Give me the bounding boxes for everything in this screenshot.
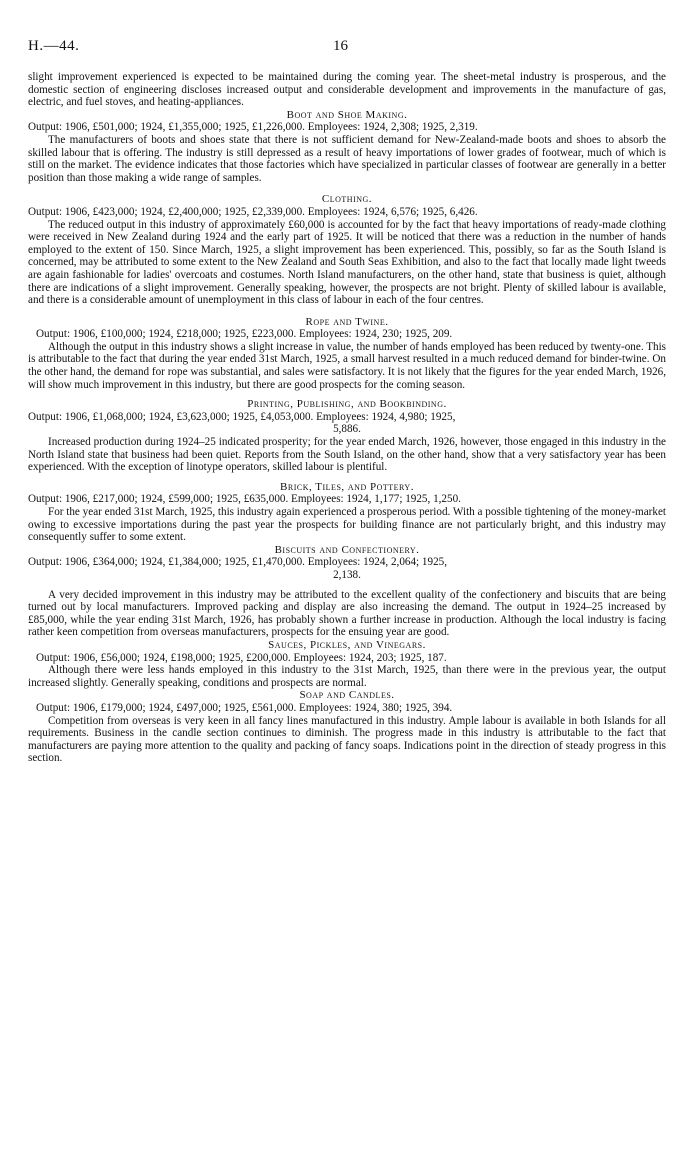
section-heading-boot-shoe: Boot and Shoe Making. [286,108,408,121]
report-reference: H.—44. [28,38,80,54]
section-body-soap: Competition from overseas is very keen in all fancy lines manufactured in this industry. Ample labour is available in both Islands for all requirements. Business in the candle section continues to diminish. The progress made in this industry is attributable to the fact that manufacturers are paying more attention to the quality and packing of fancy soaps. Indications point in the direction of steady progress in this section. [28,714,666,765]
section-heading-printing: Printing, Publishing, and Bookbinding. [247,398,447,411]
section-body-sauces: Although there were less hands employed in this industry to the 31st March, 1925, than there were in the previous year, the output increased slightly. Generally speaking, conditions and prospects are normal. [28,664,666,689]
output-line-biscuits-continued: 2,138. [333,568,361,581]
output-line-boot-shoe: Output: 1906, £501,000; 1924, £1,355,000; 1925, £1,226,000. Employees: 1924, 2,308; 1925, 2,319. [28,121,478,134]
section-body-printing: Increased production during 1924–25 indicated prosperity; for the year ended March, 1926, however, those engaged in this industry in the North Island state that business had been quiet. Reports from the South Island, on the other hand, show that a very satisfactory year has been experienced. With the exception of linotype operators, skilled labour is plentiful. [28,436,666,474]
output-line-clothing: Output: 1906, £423,000; 1924, £2,400,000; 1925, £2,339,000. Employees: 1924, 6,576; 1925, 6,426. [28,205,478,218]
output-line-soap: Output: 1906, £179,000; 1924, £497,000; 1925, £561,000. Employees: 1924, 380; 1925, 394. [36,701,453,714]
output-line-rope-twine: Output: 1906, £100,000; 1924, £218,000; 1925, £223,000. Employees: 1924, 230; 1925, 209. [36,328,453,341]
section-heading-sauces: Sauces, Pickles, and Vinegars. [268,638,426,651]
output-line-printing: Output: 1906, £1,068,000; 1924, £3,623,000; 1925, £4,053,000. Employees: 1924, 4,980; 1925, [28,410,456,423]
page-number: 16 [333,38,348,54]
output-line-printing-continued: 5,886. [333,423,361,436]
page-header [28,38,666,58]
section-body-boot-shoe: The manufacturers of boots and shoes state that there is not sufficient demand for New-Zealand-made boots and shoes to absorb the skilled labour that is offering. The industry is still depressed as a result of heavy importations of lower grades of footwear, much of which is still on the market. The evidence indicates that those factories which have specialized in particular classes of footwear are generally in a better position than those making a wide range of samples. [28,133,666,184]
section-heading-rope-twine: Rope and Twine. [305,315,389,328]
section-heading-brick-tiles: Brick, Tiles, and Pottery. [280,480,414,493]
section-body-brick-tiles: For the year ended 31st March, 1925, this industry again experienced a prosperous period. With a possible tightening of the money-market owing to excessive importations during the past year the prospects for building finance are not particularly bright, and this industry may consequently suffer to some extent. [28,506,666,544]
section-heading-biscuits: Biscuits and Confectionery. [274,543,420,556]
output-line-sauces: Output: 1906, £56,000; 1924, £198,000; 1925, £200,000. Employees: 1924, 203; 1925, 187. [36,651,447,664]
section-body-clothing: The reduced output in this industry of approximately £60,000 is accounted for by the fact that heavy importations of ready-made clothing were received in New Zealand during 1924 and the early part of 1925. It will be noticed that there was a reduction in the number of hands employed to the extent of 150. Since March, 1925, a slight improvement has been experienced. This, possibly, so far as the South Island is concerned, may be attributed to some extent to the New Zealand and South Seas Exhibition, and also to the fact that locally made light tweeds are again fashionable for ladies' overcoats and costumes. North Island manufacturers, on the other hand, state that business is quiet, although there are indications of a slight improvement. Generally speaking, however, the prospects are not bright. Plenty of skilled labour is available, and there is a considerable amount of unemployment in this class of labour in each of the four centres. [28,218,666,307]
section-heading-clothing: Clothing. [321,193,373,206]
page-content [28,71,666,765]
output-line-biscuits: Output: 1906, £364,000; 1924, £1,384,000; 1925, £1,470,000. Employees: 1924, 2,064; 1925, [28,556,448,569]
output-line-brick-tiles: Output: 1906, £217,000; 1924, £599,000; 1925, £635,000. Employees: 1924, 1,177; 1925, 1,250. [28,493,461,506]
section-body-rope-twine: Although the output in this industry shows a slight increase in value, the number of hands employed has been reduced by twenty-one. This is attributable to the fact that during the year ended 31st March, 1925, a small harvest resulted in a much reduced demand for binder-twine. On the other hand, the demand for rope was substantial, and sales were satisfactory. It is not likely that the figures for the year ended March, 1926, will show much improvement in this industry, but there are good prospects for the coming season. [28,340,666,391]
section-heading-soap: Soap and Candles. [299,689,395,702]
intro-paragraph: slight improvement experienced is expected to be maintained during the coming year. The sheet-metal industry is prosperous, and the domestic section of engineering discloses increased output and considerable development and improvements in the manufacture of gas, electric, and fuel stoves, and heating-appliances. [28,71,666,109]
section-body-biscuits: A very decided improvement in this industry may be attributed to the excellent quality of the confectionery and biscuits that are being turned out by local manufacturers. Improved packing and display are also increasing the demand. The output in 1924–25 increased by £85,000, while the year ending 31st March, 1926, has probably shown a further increase in production. Although the local industry is facing rather keen competition from overseas manufacturers, prospects for the ensuing year are good. [28,588,666,639]
